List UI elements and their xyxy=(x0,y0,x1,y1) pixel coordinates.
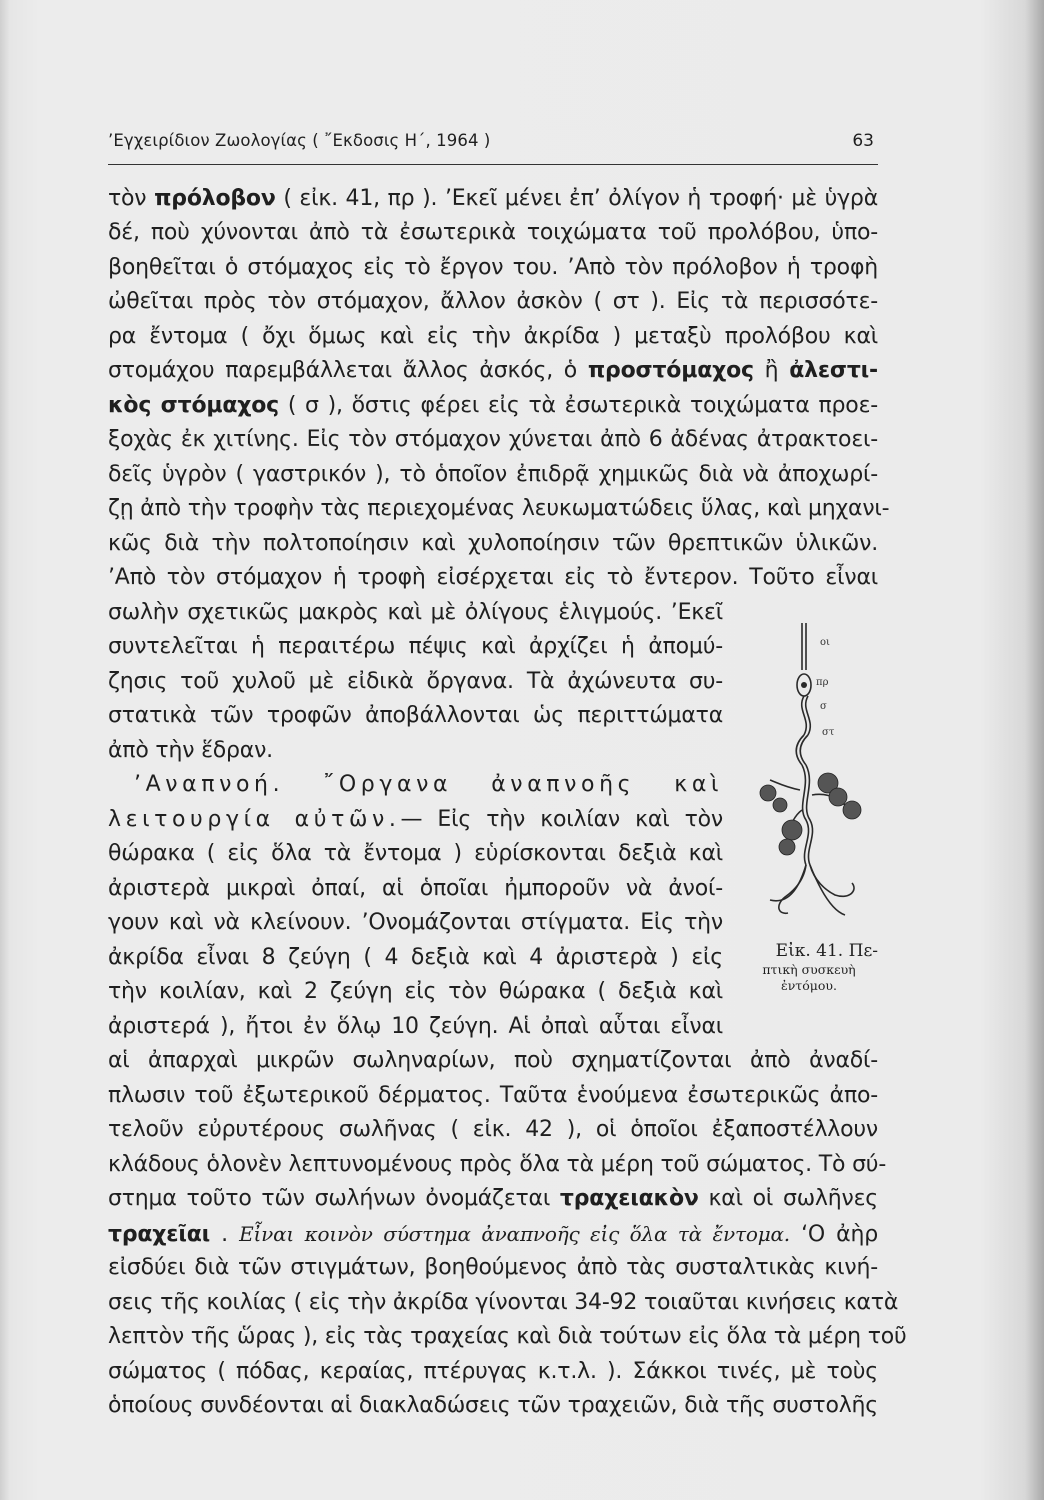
text-line: αἱ ἀπαρχαὶ μικρῶν σωληναρίων, ποὺ σχηματίζονται ἀπὸ ἀναδί- xyxy=(108,1048,878,1073)
text-line: δέ, ποὺ χύνονται ἀπὸ τὰ ἐσωτερικὰ τοιχώματα τοῦ προλόβου, ὑπο- xyxy=(108,220,878,245)
text-line: σεις τῆς κοιλίας ( εἰς τὴν ἀκρίδα γίνονται 34-92 τοιαῦται κινήσεις κατὰ xyxy=(108,1290,899,1315)
text-line: σώματος ( πόδας, κεραίας, πτέρυγας κ.τ.λ. ). Σάκκοι τινές, μὲ τοὺς xyxy=(108,1359,878,1384)
text-line: λεπτὸν τῆς ὥρας ), εἰς τὰς τραχείας καὶ διὰ τούτων εἰς ὅλα τὰ μέρη τοῦ xyxy=(108,1324,907,1349)
text-line: συντελεῖται ἡ περαιτέρω πέψις καὶ ἀρχίζει ἡ ἀπομύ- xyxy=(108,634,723,659)
insect-gut-illustration xyxy=(740,615,870,945)
text-line: σωλὴν σχετικῶς μακρὸς καὶ μὲ ὀλίγους ἑλιγμούς. ’Εκεῖ xyxy=(108,600,723,625)
text-line: κλάδους ὁλονὲν λεπτυνομένους πρὸς ὅλα τὰ μέρη τοῦ σώματος. Τὸ σύ- xyxy=(108,1152,887,1177)
text-line: ’Απὸ τὸν στόμαχον ἡ τροφὴ εἰσέρχεται εἰς τὸ ἔντερον. Τοῦτο εἶναι xyxy=(108,565,878,590)
text-line: ξοχὰς ἐκ χιτίνης. Εἰς τὸν στόμαχον χύνεται ἀπὸ 6 ἀδένας ἀτρακτοει- xyxy=(108,427,878,452)
caption-line: ἐντόμου. xyxy=(781,978,837,993)
figure-label-pr: πρ xyxy=(816,677,829,688)
text-line: δεῖς ὑγρὸν ( γαστρικόν ), τὸ ὁποῖον ἐπιδρᾷ χημικῶς διὰ νὰ ἀποχωρί- xyxy=(108,462,878,487)
page-number: 63 xyxy=(852,131,874,151)
text-line: τὸν πρόλοβον ( εἰκ. 41, πρ ). ’Εκεῖ μένει ἐπ’ ὀλίγον ἡ τροφή· μὲ ὑγρὰ xyxy=(108,186,878,211)
figure-label-s: σ xyxy=(820,701,827,712)
running-header xyxy=(108,128,878,165)
text-line: τὴν κοιλίαν, καὶ 2 ζεύγη εἰς τὸν θώρακα ( δεξιὰ καὶ xyxy=(108,979,723,1004)
text-line: ζῃ ἀπὸ τὴν τροφὴν τὰς περιεχομένας λευκωματώδεις ὕλας, καὶ μηχανι- xyxy=(108,496,890,521)
text-line: βοηθεῖται ὁ στόμαχος εἰς τὸ ἔργον του. ’Απὸ τὸν πρόλοβον ἡ τροφὴ xyxy=(108,255,878,280)
text-line: κῶς διὰ τὴν πολτοποίησιν καὶ χυλοποίησιν τῶν θρεπτικῶν ὑλικῶν. xyxy=(108,531,878,556)
text-line: ὠθεῖται πρὸς τὸν στόμαχον, ἄλλον ἀσκὸν ( στ ). Εἰς τὰ περισσότε- xyxy=(108,289,878,314)
digestive-system-figure xyxy=(740,615,870,945)
text-line: ἀκρίδα εἶναι 8 ζεύγη ( 4 δεξιὰ καὶ 4 ἀριστερὰ ) εἰς xyxy=(108,945,723,970)
text-line: γουν καὶ νὰ κλείνουν. ’Ονομάζονται στίγματα. Εἰς τὴν xyxy=(108,910,723,935)
section-heading-line: ’Αναπνοή. ῎Οργανα ἀναπνοῆς καὶ xyxy=(134,772,723,797)
caption-line: πτικὴ συσκευὴ xyxy=(762,962,856,977)
section-heading-line: λειτουργία αὐτῶν.— Εἰς τὴν κοιλίαν καὶ τὸν xyxy=(108,807,723,832)
text-line: στατικὰ τῶν τροφῶν ἀποβάλλονται ὡς περιττώματα xyxy=(108,703,723,728)
text-line: ἀπὸ τὴν ἕδραν. xyxy=(108,738,273,763)
text-line: εἰσδύει διὰ τῶν στιγμάτων, βοηθούμενος ἀπὸ τὰς συσταλτικὰς κινή- xyxy=(108,1255,878,1280)
text-line: θώρακα ( εἰς ὅλα τὰ ἔντομα ) εὑρίσκονται δεξιὰ καὶ xyxy=(108,841,723,866)
text-line: κὸς στόμαχος ( σ ), ὅστις φέρει εἰς τὰ ἐσωτερικὰ τοιχώματα προε- xyxy=(108,393,878,418)
text-line: ζησις τοῦ χυλοῦ μὲ εἰδικὰ ὄργανα. Τὰ ἀχώνευτα συ- xyxy=(108,669,723,694)
text-line: ὁποίους συνδέονται αἱ διακλαδώσεις τῶν τραχειῶν, διὰ τῆς συστολῆς xyxy=(108,1393,878,1418)
text-line: ἀριστερά ), ἤτοι ἐν ὅλῳ 10 ζεύγη. Αἱ ὀπαὶ αὗται εἶναι xyxy=(108,1014,723,1039)
text-line: στημα τοῦτο τῶν σωλήνων ὀνομάζεται τραχειακὸν καὶ οἱ σωλῆνες xyxy=(108,1186,878,1211)
text-line: τελοῦν εὐρυτέρους σωλῆνας ( εἰκ. 42 ), οἱ ὁποῖοι ἐξαποστέλλουν xyxy=(108,1117,878,1142)
text-line: πλωσιν τοῦ ἐξωτερικοῦ δέρματος. Ταῦτα ἑνούμενα ἐσωτερικῶς ἀπο- xyxy=(108,1083,878,1108)
figure-label-oi: οι xyxy=(820,637,830,648)
text-line: στομάχου παρεμβάλλεται ἄλλος ἀσκός, ὁ προστόμαχος ἢ ἀλεστι- xyxy=(108,358,878,383)
figure-caption xyxy=(740,940,878,994)
text-line: τραχεῖαι . Εἶναι κοινὸν σύστημα ἀναπνοῆς εἰς ὅλα τὰ ἔντομα. ‘Ο ἀὴρ xyxy=(108,1222,878,1247)
text-line: ἀριστερὰ μικραὶ ὀπαί, αἱ ὁποῖαι ἠμποροῦν νὰ ἀνοί- xyxy=(108,876,723,901)
header-title: ’Εγχειρίδιον Ζωολογίας ( ῎Εκδοσις Η΄, 1964 ) xyxy=(108,131,491,150)
caption-line: Εἰκ. 41. Πε- xyxy=(775,941,878,961)
figure-label-st: στ xyxy=(822,727,835,738)
text-line: ρα ἔντομα ( ὄχι ὅμως καὶ εἰς τὴν ἀκρίδα ) μεταξὺ προλόβου καὶ xyxy=(108,324,878,349)
